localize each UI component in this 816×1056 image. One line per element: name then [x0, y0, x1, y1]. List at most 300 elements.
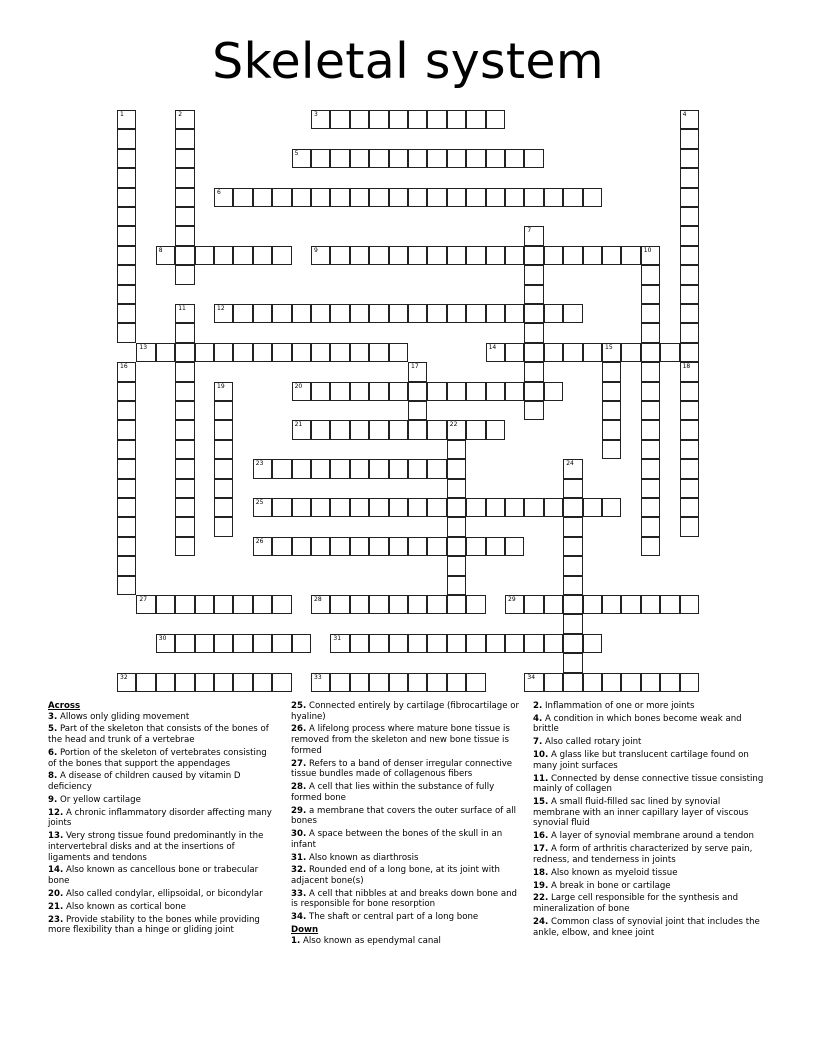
grid-cell[interactable] — [427, 149, 446, 168]
grid-cell[interactable] — [524, 323, 543, 342]
grid-cell[interactable] — [253, 343, 272, 362]
grid-cell[interactable] — [641, 265, 660, 284]
grid-cell[interactable] — [447, 556, 466, 575]
grid-cell[interactable] — [350, 420, 369, 439]
grid-cell[interactable] — [350, 149, 369, 168]
grid-cell[interactable] — [350, 343, 369, 362]
grid-cell[interactable] — [214, 246, 233, 265]
grid-cell[interactable] — [486, 246, 505, 265]
grid-cell[interactable] — [408, 498, 427, 517]
grid-cell[interactable] — [583, 188, 602, 207]
grid-cell[interactable] — [447, 459, 466, 478]
grid-cell[interactable] — [117, 498, 136, 517]
grid-cell[interactable] — [524, 401, 543, 420]
grid-cell[interactable] — [214, 304, 233, 323]
grid-cell[interactable] — [427, 382, 446, 401]
grid-cell[interactable] — [602, 440, 621, 459]
grid-cell[interactable] — [369, 110, 388, 129]
grid-cell[interactable] — [680, 459, 699, 478]
grid-cell[interactable] — [175, 420, 194, 439]
grid-cell[interactable] — [680, 479, 699, 498]
grid-cell[interactable] — [214, 595, 233, 614]
grid-cell[interactable] — [253, 246, 272, 265]
grid-cell[interactable] — [272, 304, 291, 323]
grid-cell[interactable] — [680, 382, 699, 401]
grid-cell[interactable] — [447, 110, 466, 129]
grid-cell[interactable] — [389, 382, 408, 401]
grid-cell[interactable] — [544, 343, 563, 362]
grid-cell[interactable] — [486, 188, 505, 207]
grid-cell[interactable] — [311, 673, 330, 692]
grid-cell[interactable] — [233, 246, 252, 265]
grid-cell[interactable] — [524, 595, 543, 614]
grid-cell[interactable] — [311, 498, 330, 517]
grid-cell[interactable] — [156, 595, 175, 614]
grid-cell[interactable] — [524, 226, 543, 245]
grid-cell[interactable] — [175, 362, 194, 381]
grid-cell[interactable] — [583, 673, 602, 692]
grid-cell[interactable] — [583, 246, 602, 265]
grid-cell[interactable] — [466, 634, 485, 653]
grid-cell[interactable] — [447, 304, 466, 323]
grid-cell[interactable] — [272, 673, 291, 692]
grid-cell[interactable] — [117, 265, 136, 284]
grid-cell[interactable] — [466, 188, 485, 207]
grid-cell[interactable] — [253, 304, 272, 323]
grid-cell[interactable] — [330, 459, 349, 478]
grid-cell[interactable] — [330, 188, 349, 207]
grid-cell[interactable] — [408, 459, 427, 478]
grid-cell[interactable] — [621, 343, 640, 362]
grid-cell[interactable] — [117, 673, 136, 692]
grid-cell[interactable] — [408, 420, 427, 439]
grid-cell[interactable] — [466, 110, 485, 129]
grid-cell[interactable] — [466, 595, 485, 614]
grid-cell[interactable] — [195, 246, 214, 265]
grid-cell[interactable] — [350, 673, 369, 692]
grid-cell[interactable] — [641, 323, 660, 342]
grid-cell[interactable] — [408, 537, 427, 556]
grid-cell[interactable] — [117, 556, 136, 575]
grid-cell[interactable] — [505, 246, 524, 265]
grid-cell[interactable] — [214, 440, 233, 459]
grid-cell[interactable] — [408, 401, 427, 420]
grid-cell[interactable] — [195, 673, 214, 692]
grid-cell[interactable] — [408, 362, 427, 381]
grid-cell[interactable] — [253, 537, 272, 556]
grid-cell[interactable] — [175, 129, 194, 148]
grid-cell[interactable] — [524, 673, 543, 692]
grid-cell[interactable] — [350, 634, 369, 653]
grid-cell[interactable] — [641, 343, 660, 362]
grid-cell[interactable] — [369, 673, 388, 692]
grid-cell[interactable] — [486, 498, 505, 517]
grid-cell[interactable] — [641, 595, 660, 614]
grid-cell[interactable] — [563, 653, 582, 672]
grid-cell[interactable] — [175, 440, 194, 459]
grid-cell[interactable] — [680, 285, 699, 304]
grid-cell[interactable] — [389, 343, 408, 362]
grid-cell[interactable] — [233, 188, 252, 207]
grid-cell[interactable] — [292, 420, 311, 439]
grid-cell[interactable] — [369, 382, 388, 401]
grid-cell[interactable] — [117, 285, 136, 304]
grid-cell[interactable] — [524, 285, 543, 304]
grid-cell[interactable] — [175, 498, 194, 517]
grid-cell[interactable] — [350, 246, 369, 265]
grid-cell[interactable] — [466, 149, 485, 168]
grid-cell[interactable] — [350, 304, 369, 323]
grid-cell[interactable] — [350, 188, 369, 207]
grid-cell[interactable] — [117, 188, 136, 207]
grid-cell[interactable] — [408, 188, 427, 207]
grid-cell[interactable] — [330, 110, 349, 129]
grid-cell[interactable] — [175, 110, 194, 129]
grid-cell[interactable] — [602, 382, 621, 401]
grid-cell[interactable] — [524, 362, 543, 381]
grid-cell[interactable] — [253, 498, 272, 517]
grid-cell[interactable] — [233, 304, 252, 323]
grid-cell[interactable] — [408, 595, 427, 614]
grid-cell[interactable] — [117, 168, 136, 187]
grid-cell[interactable] — [214, 479, 233, 498]
grid-cell[interactable] — [447, 420, 466, 439]
grid-cell[interactable] — [117, 129, 136, 148]
grid-cell[interactable] — [680, 188, 699, 207]
grid-cell[interactable] — [583, 595, 602, 614]
grid-cell[interactable] — [330, 246, 349, 265]
grid-cell[interactable] — [447, 440, 466, 459]
grid-cell[interactable] — [641, 401, 660, 420]
grid-cell[interactable] — [389, 420, 408, 439]
grid-cell[interactable] — [524, 149, 543, 168]
grid-cell[interactable] — [621, 673, 640, 692]
grid-cell[interactable] — [272, 246, 291, 265]
grid-cell[interactable] — [175, 595, 194, 614]
grid-cell[interactable] — [524, 343, 543, 362]
grid-cell[interactable] — [175, 517, 194, 536]
grid-cell[interactable] — [175, 634, 194, 653]
grid-cell[interactable] — [330, 537, 349, 556]
grid-cell[interactable] — [680, 246, 699, 265]
grid-cell[interactable] — [253, 459, 272, 478]
grid-cell[interactable] — [330, 343, 349, 362]
grid-cell[interactable] — [641, 285, 660, 304]
grid-cell[interactable] — [389, 149, 408, 168]
grid-cell[interactable] — [330, 634, 349, 653]
grid-cell[interactable] — [330, 149, 349, 168]
grid-cell[interactable] — [427, 459, 446, 478]
grid-cell[interactable] — [175, 401, 194, 420]
grid-cell[interactable] — [117, 382, 136, 401]
grid-cell[interactable] — [505, 304, 524, 323]
grid-cell[interactable] — [195, 343, 214, 362]
grid-cell[interactable] — [427, 110, 446, 129]
grid-cell[interactable] — [447, 517, 466, 536]
grid-cell[interactable] — [214, 420, 233, 439]
grid-cell[interactable] — [117, 362, 136, 381]
grid-cell[interactable] — [369, 537, 388, 556]
grid-cell[interactable] — [486, 149, 505, 168]
grid-cell[interactable] — [680, 517, 699, 536]
grid-cell[interactable] — [175, 149, 194, 168]
grid-cell[interactable] — [447, 498, 466, 517]
grid-cell[interactable] — [175, 459, 194, 478]
grid-cell[interactable] — [330, 382, 349, 401]
grid-cell[interactable] — [621, 246, 640, 265]
grid-cell[interactable] — [195, 634, 214, 653]
grid-cell[interactable] — [175, 479, 194, 498]
grid-cell[interactable] — [369, 343, 388, 362]
grid-cell[interactable] — [389, 246, 408, 265]
grid-cell[interactable] — [563, 595, 582, 614]
grid-cell[interactable] — [214, 634, 233, 653]
grid-cell[interactable] — [272, 634, 291, 653]
grid-cell[interactable] — [136, 343, 155, 362]
grid-cell[interactable] — [563, 246, 582, 265]
grid-cell[interactable] — [680, 673, 699, 692]
grid-cell[interactable] — [369, 188, 388, 207]
grid-cell[interactable] — [175, 168, 194, 187]
grid-cell[interactable] — [195, 595, 214, 614]
grid-cell[interactable] — [389, 110, 408, 129]
grid-cell[interactable] — [447, 595, 466, 614]
grid-cell[interactable] — [117, 459, 136, 478]
grid-cell[interactable] — [680, 304, 699, 323]
grid-cell[interactable] — [466, 498, 485, 517]
grid-cell[interactable] — [175, 265, 194, 284]
grid-cell[interactable] — [408, 110, 427, 129]
grid-cell[interactable] — [427, 498, 446, 517]
grid-cell[interactable] — [233, 634, 252, 653]
grid-cell[interactable] — [505, 149, 524, 168]
grid-cell[interactable] — [214, 517, 233, 536]
grid-cell[interactable] — [292, 304, 311, 323]
grid-cell[interactable] — [602, 362, 621, 381]
grid-cell[interactable] — [524, 634, 543, 653]
grid-cell[interactable] — [253, 634, 272, 653]
grid-cell[interactable] — [563, 498, 582, 517]
grid-cell[interactable] — [563, 634, 582, 653]
grid-cell[interactable] — [350, 498, 369, 517]
grid-cell[interactable] — [389, 673, 408, 692]
grid-cell[interactable] — [641, 382, 660, 401]
grid-cell[interactable] — [350, 382, 369, 401]
grid-cell[interactable] — [408, 304, 427, 323]
grid-cell[interactable] — [563, 673, 582, 692]
grid-cell[interactable] — [447, 673, 466, 692]
grid-cell[interactable] — [389, 537, 408, 556]
grid-cell[interactable] — [117, 149, 136, 168]
grid-cell[interactable] — [524, 188, 543, 207]
grid-cell[interactable] — [680, 401, 699, 420]
grid-cell[interactable] — [214, 498, 233, 517]
grid-cell[interactable] — [563, 576, 582, 595]
grid-cell[interactable] — [602, 246, 621, 265]
grid-cell[interactable] — [563, 304, 582, 323]
grid-cell[interactable] — [602, 343, 621, 362]
grid-cell[interactable] — [583, 498, 602, 517]
grid-cell[interactable] — [505, 537, 524, 556]
grid-cell[interactable] — [505, 634, 524, 653]
grid-cell[interactable] — [117, 110, 136, 129]
grid-cell[interactable] — [641, 420, 660, 439]
grid-cell[interactable] — [486, 110, 505, 129]
grid-cell[interactable] — [136, 673, 155, 692]
grid-cell[interactable] — [369, 595, 388, 614]
grid-cell[interactable] — [214, 459, 233, 478]
grid-cell[interactable] — [447, 188, 466, 207]
grid-cell[interactable] — [524, 382, 543, 401]
grid-cell[interactable] — [292, 634, 311, 653]
grid-cell[interactable] — [524, 246, 543, 265]
grid-cell[interactable] — [350, 110, 369, 129]
grid-cell[interactable] — [311, 459, 330, 478]
grid-cell[interactable] — [447, 479, 466, 498]
grid-cell[interactable] — [563, 517, 582, 536]
grid-cell[interactable] — [427, 246, 446, 265]
grid-cell[interactable] — [330, 595, 349, 614]
grid-cell[interactable] — [660, 343, 679, 362]
grid-cell[interactable] — [311, 110, 330, 129]
grid-cell[interactable] — [544, 382, 563, 401]
grid-cell[interactable] — [117, 440, 136, 459]
grid-cell[interactable] — [214, 343, 233, 362]
grid-cell[interactable] — [486, 304, 505, 323]
grid-cell[interactable] — [311, 382, 330, 401]
grid-cell[interactable] — [680, 168, 699, 187]
grid-cell[interactable] — [680, 110, 699, 129]
grid-cell[interactable] — [563, 479, 582, 498]
grid-cell[interactable] — [680, 207, 699, 226]
grid-cell[interactable] — [544, 188, 563, 207]
grid-cell[interactable] — [136, 595, 155, 614]
grid-cell[interactable] — [311, 420, 330, 439]
grid-cell[interactable] — [292, 188, 311, 207]
grid-cell[interactable] — [427, 188, 446, 207]
grid-cell[interactable] — [292, 343, 311, 362]
grid-cell[interactable] — [544, 595, 563, 614]
grid-cell[interactable] — [641, 479, 660, 498]
grid-cell[interactable] — [408, 246, 427, 265]
grid-cell[interactable] — [583, 634, 602, 653]
grid-cell[interactable] — [175, 537, 194, 556]
grid-cell[interactable] — [680, 265, 699, 284]
grid-cell[interactable] — [680, 420, 699, 439]
grid-cell[interactable] — [486, 537, 505, 556]
grid-cell[interactable] — [272, 188, 291, 207]
grid-cell[interactable] — [408, 382, 427, 401]
grid-cell[interactable] — [466, 537, 485, 556]
grid-cell[interactable] — [272, 343, 291, 362]
grid-cell[interactable] — [175, 246, 194, 265]
grid-cell[interactable] — [641, 304, 660, 323]
grid-cell[interactable] — [447, 246, 466, 265]
grid-cell[interactable] — [253, 188, 272, 207]
grid-cell[interactable] — [175, 304, 194, 323]
grid-cell[interactable] — [680, 226, 699, 245]
grid-cell[interactable] — [117, 226, 136, 245]
grid-cell[interactable] — [272, 537, 291, 556]
grid-cell[interactable] — [369, 149, 388, 168]
grid-cell[interactable] — [680, 498, 699, 517]
grid-cell[interactable] — [602, 401, 621, 420]
grid-cell[interactable] — [272, 459, 291, 478]
grid-cell[interactable] — [117, 576, 136, 595]
grid-cell[interactable] — [117, 537, 136, 556]
grid-cell[interactable] — [563, 459, 582, 478]
grid-cell[interactable] — [233, 343, 252, 362]
grid-cell[interactable] — [544, 634, 563, 653]
grid-cell[interactable] — [583, 343, 602, 362]
grid-cell[interactable] — [680, 323, 699, 342]
grid-cell[interactable] — [544, 304, 563, 323]
grid-cell[interactable] — [544, 246, 563, 265]
grid-cell[interactable] — [330, 673, 349, 692]
grid-cell[interactable] — [156, 246, 175, 265]
grid-cell[interactable] — [447, 149, 466, 168]
grid-cell[interactable] — [427, 673, 446, 692]
grid-cell[interactable] — [563, 614, 582, 633]
grid-cell[interactable] — [311, 304, 330, 323]
grid-cell[interactable] — [233, 595, 252, 614]
grid-cell[interactable] — [175, 188, 194, 207]
grid-cell[interactable] — [602, 673, 621, 692]
grid-cell[interactable] — [602, 420, 621, 439]
grid-cell[interactable] — [427, 304, 446, 323]
grid-cell[interactable] — [117, 479, 136, 498]
grid-cell[interactable] — [175, 207, 194, 226]
grid-cell[interactable] — [427, 420, 446, 439]
grid-cell[interactable] — [369, 459, 388, 478]
grid-cell[interactable] — [641, 246, 660, 265]
grid-cell[interactable] — [117, 323, 136, 342]
grid-cell[interactable] — [466, 673, 485, 692]
grid-cell[interactable] — [369, 498, 388, 517]
grid-cell[interactable] — [641, 517, 660, 536]
grid-cell[interactable] — [408, 634, 427, 653]
grid-cell[interactable] — [272, 595, 291, 614]
grid-cell[interactable] — [253, 595, 272, 614]
grid-cell[interactable] — [117, 246, 136, 265]
grid-cell[interactable] — [389, 304, 408, 323]
grid-cell[interactable] — [427, 537, 446, 556]
grid-cell[interactable] — [602, 595, 621, 614]
grid-cell[interactable] — [292, 382, 311, 401]
grid-cell[interactable] — [486, 343, 505, 362]
grid-cell[interactable] — [292, 459, 311, 478]
grid-cell[interactable] — [641, 362, 660, 381]
grid-cell[interactable] — [311, 188, 330, 207]
grid-cell[interactable] — [680, 343, 699, 362]
grid-cell[interactable] — [311, 149, 330, 168]
grid-cell[interactable] — [311, 246, 330, 265]
grid-cell[interactable] — [175, 323, 194, 342]
grid-cell[interactable] — [563, 556, 582, 575]
grid-cell[interactable] — [486, 382, 505, 401]
grid-cell[interactable] — [602, 498, 621, 517]
grid-cell[interactable] — [156, 673, 175, 692]
grid-cell[interactable] — [292, 149, 311, 168]
grid-cell[interactable] — [466, 382, 485, 401]
grid-cell[interactable] — [641, 440, 660, 459]
grid-cell[interactable] — [408, 149, 427, 168]
grid-cell[interactable] — [311, 537, 330, 556]
grid-cell[interactable] — [466, 420, 485, 439]
grid-cell[interactable] — [369, 304, 388, 323]
grid-cell[interactable] — [544, 673, 563, 692]
grid-cell[interactable] — [621, 595, 640, 614]
